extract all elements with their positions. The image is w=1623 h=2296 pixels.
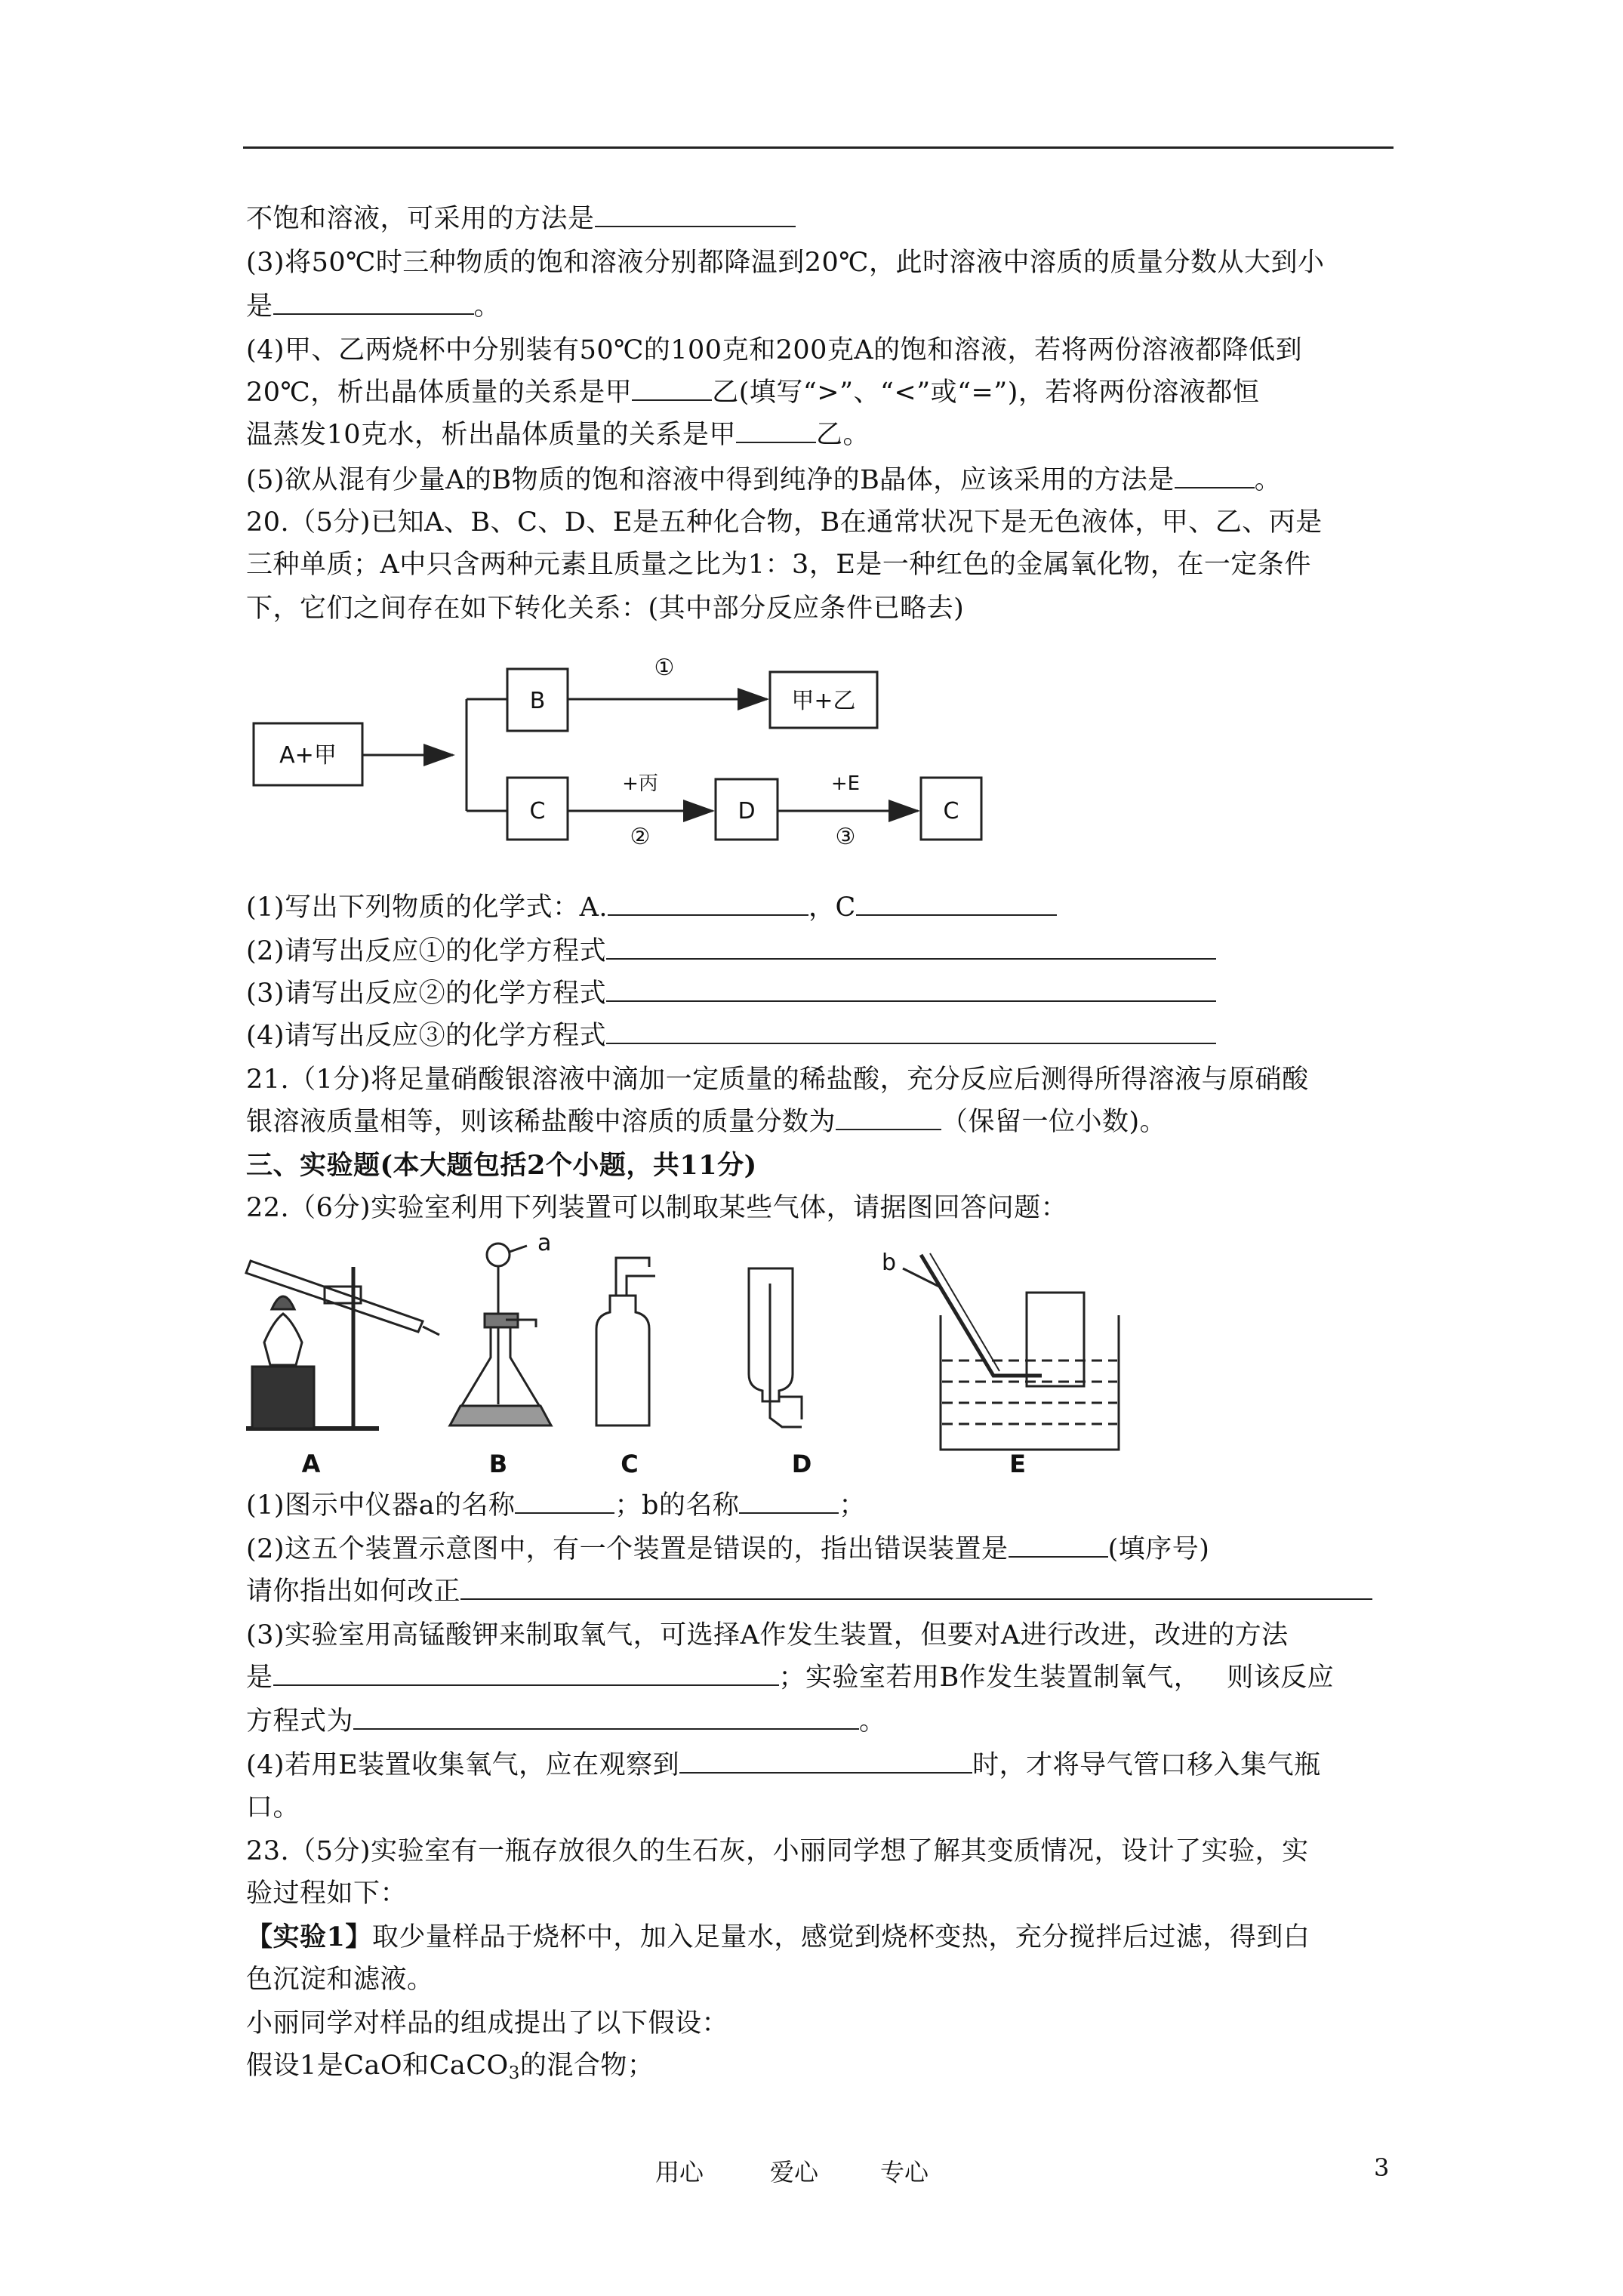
apparatus-a-label: A (301, 1450, 321, 1478)
instrument-a-label: a (537, 1231, 552, 1256)
answer-blank[interactable] (632, 377, 712, 401)
text-line: 验过程如下： (246, 1878, 408, 1909)
text-line: 小丽同学对样品的组成提出了以下假设： (246, 2008, 729, 2039)
answer-blank[interactable] (836, 1106, 941, 1130)
question-20: 20.（5分)已知A、B、C、D、E是五种化合物，B在通常状况下是无色液体，甲、乙、丙是 (246, 507, 1323, 538)
text-line: (5)欲从混有少量A的B物质的饱和溶液中得到纯净的B晶体，应该采用的方法是 。 (246, 465, 1282, 495)
reaction-1-marker: ① (654, 655, 675, 681)
text-line: (1)写出下列物质的化学式：A. ，C (246, 891, 1057, 924)
text-line: (3)将50℃时三种物质的饱和溶液分别都降温到20℃，此时溶液中溶质的质量分数从大到小 (246, 248, 1325, 278)
apparatus-e-drawing (903, 1253, 1119, 1450)
text-line: (3)请写出反应②的化学方程式 (246, 977, 1216, 1010)
instrument-b-label: b (882, 1250, 897, 1276)
answer-blank[interactable] (595, 203, 796, 227)
answer-blank[interactable] (273, 291, 474, 315)
lab-apparatus-figure (242, 1231, 1132, 1480)
apparatus-a-drawing (246, 1261, 439, 1428)
text-line: (2)请写出反应①的化学方程式 (246, 935, 1216, 968)
question-23: 23.（5分)实验室有一瓶存放很久的生石灰，小丽同学想了解其变质情况，设计了实验，实 (246, 1836, 1309, 1866)
text-line: 色沉淀和滤液。 (246, 1965, 434, 1995)
apparatus-e-label: E (1009, 1450, 1026, 1478)
text-line: 方程式为 。 (246, 1706, 886, 1737)
footer-motto-3: 专心 (880, 2158, 929, 2187)
apparatus-b-label: B (488, 1450, 508, 1478)
experiment-1-text: 取少量样品于烧杯中，加入足量水，感觉到烧杯变热，充分搅拌后过滤，得到白 (371, 1922, 1310, 1952)
text-line: 不饱和溶液，可采用的方法是 (246, 202, 796, 236)
flow-start-label: A+甲 (279, 742, 337, 769)
answer-blank[interactable] (606, 1020, 1216, 1044)
flow-b-label: B (529, 688, 546, 714)
answer-blank[interactable] (736, 419, 816, 443)
question-22: 22.（6分)实验室利用下列装置可以制取某些气体，请据图回答问题： (246, 1193, 1068, 1223)
text-line: 是 。 (246, 291, 501, 322)
text-line: 口。 (246, 1792, 300, 1823)
text-line: 是 ；实验室若用B作发生装置制氧气， 则该反应 (246, 1663, 1335, 1693)
answer-blank[interactable] (460, 1576, 1372, 1600)
answer-blank[interactable] (1175, 464, 1255, 488)
answer-blank[interactable] (856, 892, 1057, 916)
answer-blank[interactable] (679, 1749, 972, 1774)
flow-d-label: D (738, 798, 756, 824)
reaction-3-marker: ③ (835, 824, 856, 850)
answer-blank[interactable] (515, 1490, 614, 1514)
question-21: 21.（1分)将足量硝酸银溶液中滴加一定质量的稀盐酸，充分反应后测得所得溶液与原硝酸 (246, 1065, 1309, 1095)
answer-blank[interactable] (606, 935, 1216, 960)
text-line: 银溶液质量相等，则该稀盐酸中溶质的质量分数为 （保留一位小数)。 (246, 1107, 1167, 1137)
footer-motto-2: 爱心 (770, 2158, 819, 2187)
text-line: 请你指出如何改正 (246, 1575, 1372, 1608)
text-line: (3)实验室用高锰酸钾来制取氧气，可选择A作发生装置，但要对A进行改进，改进的方法 (246, 1620, 1289, 1650)
answer-blank[interactable] (608, 892, 808, 916)
text-line: 温蒸发10克水，析出晶体质量的关系是甲 乙。 (246, 420, 870, 450)
header-rule (243, 146, 1394, 149)
apparatus-c-label: C (621, 1450, 639, 1478)
page-number: 3 (1374, 2153, 1390, 2182)
text-line: (1)图示中仪器a的名称 ；b的名称 ； (246, 1490, 866, 1521)
apparatus-d-drawing (749, 1268, 802, 1427)
reagent-bing-label: +丙 (622, 772, 658, 795)
text-line: 假设1是CaO和CaCO$_3$的混合物； (246, 2051, 654, 2083)
text-line: (2)这五个装置示意图中，有一个装置是错误的，指出错误装置是 (填序号) (246, 1534, 1210, 1564)
answer-blank[interactable] (606, 978, 1216, 1002)
footer-motto-1: 用心 (655, 2158, 704, 2187)
section-heading: 三、实验题(本大题包括2个小题，共11分) (246, 1150, 757, 1181)
text-line: 下，它们之间存在如下转化关系：(其中部分反应条件已略去) (246, 593, 965, 624)
apparatus-c-drawing (596, 1258, 655, 1425)
text-line: 【实验1】取少量样品于烧杯中，加入足量水，感觉到烧杯变热，充分搅拌后过滤，得到白 (246, 1922, 1310, 1952)
reaction-2-marker: ② (630, 824, 651, 850)
flow-c1-label: C (529, 798, 546, 824)
reagent-e-label: +E (830, 772, 861, 795)
text-line: (4)请写出反应③的化学方程式 (246, 1019, 1216, 1052)
text-line: 20℃，析出晶体质量的关系是甲 乙(填写“>”、“<”或“=”)，若将两份溶液都恒 (246, 378, 1260, 408)
reaction-flowchart (242, 642, 1012, 868)
apparatus-b-drawing (450, 1244, 551, 1425)
answer-blank[interactable] (1009, 1533, 1108, 1558)
answer-blank[interactable] (353, 1706, 859, 1730)
text-line: (4)若用E装置收集氧气，应在观察到 时，才将导气管口移入集气瓶 (246, 1750, 1321, 1780)
text-line: (4)甲、乙两烧杯中分别装有50℃的100克和200克A的饱和溶液，若将两份溶液都降低到 (246, 335, 1303, 365)
apparatus-d-label: D (791, 1450, 812, 1478)
flow-products-label: 甲+乙 (791, 688, 856, 714)
text-line: 三种单质；A中只含两种元素且质量之比为1：3，E是一种红色的金属氧化物，在一定条件 (246, 550, 1311, 580)
answer-blank[interactable] (273, 1662, 779, 1686)
flow-c2-label: C (943, 798, 959, 824)
answer-blank[interactable] (739, 1490, 839, 1514)
